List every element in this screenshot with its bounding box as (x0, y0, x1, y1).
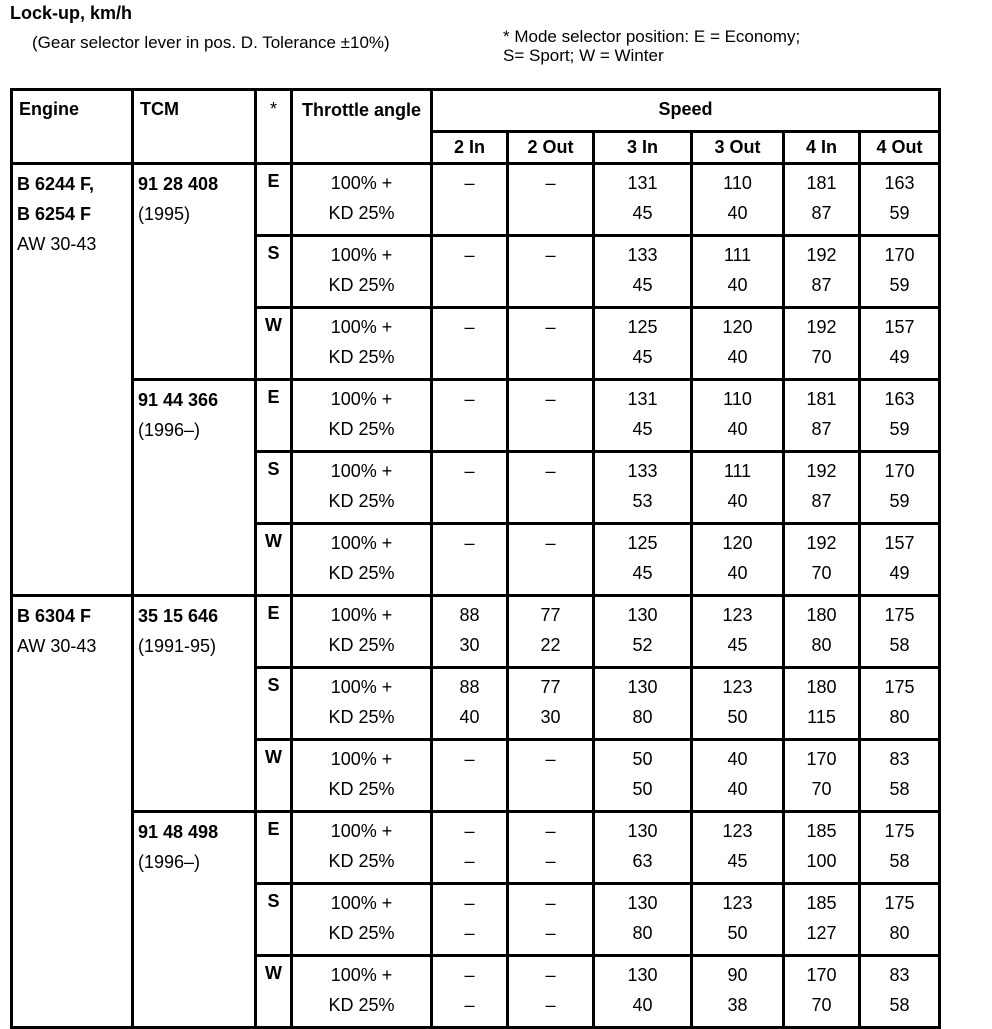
speed-value: 163 (884, 173, 915, 193)
speed-cell (692, 380, 784, 452)
speed-value: 77 (540, 605, 561, 625)
speed-value: – (464, 851, 475, 871)
throttle-line: KD 25% (328, 851, 395, 871)
throttle-cell (292, 956, 432, 1028)
speed-value: 40 (727, 491, 748, 511)
speed-cell (432, 524, 508, 596)
speed-value: 111 (723, 461, 752, 481)
speed-cell (784, 740, 860, 812)
throttle-cell (292, 524, 432, 596)
throttle-line: KD 25% (328, 347, 395, 367)
speed-cell (860, 524, 940, 596)
speed-value: 45 (632, 275, 653, 295)
speed-value: 130 (627, 965, 658, 985)
speed-value: 80 (632, 707, 653, 727)
speed-value: 30 (540, 707, 561, 727)
tcm-number: 91 44 366 (138, 390, 219, 410)
speed-value: – (464, 893, 475, 913)
speed-cell (508, 668, 594, 740)
speed-cell (784, 812, 860, 884)
speed-cell (508, 164, 594, 236)
speed-cell (692, 956, 784, 1028)
engine-name: B 6304 F (17, 606, 92, 626)
speed-cell (432, 236, 508, 308)
speed-value: 45 (632, 203, 653, 223)
speed-value: – (464, 965, 475, 985)
tcm-year: (1996–) (138, 420, 201, 440)
speed-cell (594, 524, 692, 596)
speed-value: – (545, 965, 556, 985)
mode-cell: E (256, 596, 292, 668)
speed-value: 59 (889, 419, 910, 439)
speed-cell (432, 884, 508, 956)
throttle-line: 100% + (330, 749, 393, 769)
speed-cell (594, 884, 692, 956)
speed-value: 77 (540, 677, 561, 697)
mode-cell: S (256, 236, 292, 308)
speed-value: 58 (889, 635, 910, 655)
speed-cell (594, 668, 692, 740)
throttle-line: KD 25% (328, 995, 395, 1015)
page-title: Lock-up, km/h (10, 3, 133, 23)
speed-cell (594, 740, 692, 812)
speed-cell (784, 668, 860, 740)
speed-value: 22 (540, 635, 561, 655)
speed-value: 45 (632, 347, 653, 367)
speed-cell (860, 236, 940, 308)
mode-cell: W (256, 524, 292, 596)
mode-cell: E (256, 380, 292, 452)
speed-value: – (545, 389, 556, 409)
speed-value: 192 (806, 317, 837, 337)
speed-cell (860, 956, 940, 1028)
speed-value: 88 (459, 605, 480, 625)
speed-cell (594, 956, 692, 1028)
speed-value: – (464, 173, 475, 193)
throttle-line: 100% + (330, 893, 393, 913)
table-row (12, 596, 940, 668)
speed-cell (692, 812, 784, 884)
speed-value: 63 (632, 851, 653, 871)
mode-cell: E (256, 812, 292, 884)
throttle-cell (292, 452, 432, 524)
speed-value: 87 (811, 275, 832, 295)
speed-value: 59 (889, 275, 910, 295)
speed-cell (594, 812, 692, 884)
speed-value: 58 (889, 995, 910, 1015)
speed-value: 170 (806, 749, 837, 769)
table-row (12, 812, 940, 884)
speed-value: 133 (627, 245, 658, 265)
speed-value: 157 (884, 533, 915, 553)
speed-cell (860, 164, 940, 236)
mode-cell: S (256, 668, 292, 740)
table-row (12, 380, 940, 452)
speed-value: 50 (632, 749, 653, 769)
table-row (12, 164, 940, 236)
speed-value: – (545, 893, 556, 913)
header-speed-col: 2 In (432, 132, 508, 164)
speed-cell (784, 236, 860, 308)
mode-cell: S (256, 452, 292, 524)
throttle-cell (292, 236, 432, 308)
speed-cell (784, 884, 860, 956)
mode-cell: W (256, 308, 292, 380)
speed-value: 80 (632, 923, 653, 943)
speed-cell (594, 164, 692, 236)
speed-value: 40 (727, 275, 748, 295)
speed-cell (692, 884, 784, 956)
speed-cell (508, 812, 594, 884)
speed-value: – (464, 245, 475, 265)
throttle-line: KD 25% (328, 635, 395, 655)
engine-cell (12, 164, 133, 596)
speed-cell (508, 884, 594, 956)
speed-value: 40 (459, 707, 480, 727)
speed-value: 185 (806, 821, 837, 841)
throttle-line: KD 25% (328, 275, 395, 295)
speed-value: 70 (811, 995, 832, 1015)
speed-cell (692, 308, 784, 380)
throttle-cell (292, 308, 432, 380)
speed-value: 111 (723, 245, 752, 265)
speed-cell (860, 740, 940, 812)
speed-cell (692, 164, 784, 236)
tcm-cell (133, 380, 256, 596)
throttle-line: KD 25% (328, 491, 395, 511)
tcm-year: (1996–) (138, 852, 201, 872)
mode-cell: W (256, 740, 292, 812)
speed-value: 130 (627, 677, 658, 697)
speed-cell (784, 308, 860, 380)
throttle-line: 100% + (330, 605, 393, 625)
header-speed-col: 4 Out (860, 132, 940, 164)
speed-value: 123 (722, 893, 753, 913)
speed-value: 49 (889, 563, 910, 583)
speed-value: 131 (627, 173, 658, 193)
speed-value: 110 (723, 173, 752, 193)
throttle-cell (292, 668, 432, 740)
speed-value: 83 (889, 749, 910, 769)
throttle-cell (292, 164, 432, 236)
speed-cell (784, 164, 860, 236)
speed-value: 40 (727, 563, 748, 583)
note-mode-line-1: * Mode selector position: E = Economy; (503, 27, 801, 46)
speed-cell (508, 596, 594, 668)
speed-value: 59 (889, 491, 910, 511)
speed-value: – (545, 851, 556, 871)
speed-value: – (545, 317, 556, 337)
speed-value: 130 (627, 821, 658, 841)
speed-cell (692, 668, 784, 740)
speed-cell (432, 956, 508, 1028)
speed-value: 88 (459, 677, 480, 697)
speed-value: 40 (727, 779, 748, 799)
speed-cell (692, 452, 784, 524)
throttle-line: KD 25% (328, 779, 395, 799)
throttle-line: KD 25% (328, 923, 395, 943)
speed-cell (432, 740, 508, 812)
speed-value: 133 (627, 461, 658, 481)
speed-cell (784, 380, 860, 452)
speed-cell (860, 596, 940, 668)
header-speed-col: 3 Out (692, 132, 784, 164)
speed-value: – (464, 749, 475, 769)
speed-value: 49 (889, 347, 910, 367)
speed-value: 192 (806, 245, 837, 265)
throttle-line: 100% + (330, 461, 393, 481)
speed-value: 59 (889, 203, 910, 223)
speed-value: 58 (889, 779, 910, 799)
speed-value: 38 (727, 995, 748, 1015)
header-speed-col: 2 Out (508, 132, 594, 164)
speed-value: 90 (727, 965, 748, 985)
tcm-cell (133, 164, 256, 380)
tcm-number: 35 15 646 (138, 606, 219, 626)
tcm-cell (133, 596, 256, 812)
speed-value: 87 (811, 491, 832, 511)
speed-value: 30 (459, 635, 480, 655)
speed-cell (860, 308, 940, 380)
speed-value: 163 (884, 389, 915, 409)
speed-value: 180 (806, 677, 837, 697)
speed-cell (860, 884, 940, 956)
speed-value: 70 (811, 779, 832, 799)
speed-value: 175 (884, 893, 915, 913)
speed-value: 127 (806, 923, 837, 943)
speed-value: 123 (722, 605, 753, 625)
speed-value: 50 (632, 779, 653, 799)
speed-cell (432, 308, 508, 380)
speed-value: 130 (627, 893, 658, 913)
throttle-line: KD 25% (328, 203, 395, 223)
throttle-cell (292, 596, 432, 668)
throttle-line: 100% + (330, 389, 393, 409)
speed-cell (784, 596, 860, 668)
speed-value: – (545, 461, 556, 481)
speed-value: – (464, 533, 475, 553)
throttle-line: 100% + (330, 245, 393, 265)
mode-cell: E (256, 164, 292, 236)
speed-value: – (545, 821, 556, 841)
tcm-year: (1991-95) (138, 636, 217, 656)
speed-value: – (545, 245, 556, 265)
speed-value: 181 (806, 389, 837, 409)
speed-value: 110 (723, 389, 752, 409)
speed-value: 175 (884, 821, 915, 841)
speed-value: 40 (727, 749, 748, 769)
speed-value: 115 (807, 707, 836, 727)
note-mode-selector (503, 27, 983, 65)
speed-value: 181 (806, 173, 837, 193)
speed-value: 50 (727, 923, 748, 943)
speed-value: 40 (727, 347, 748, 367)
speed-cell (692, 524, 784, 596)
speed-value: 70 (811, 347, 832, 367)
lockup-table (10, 88, 941, 1029)
mode-cell: W (256, 956, 292, 1028)
speed-cell (508, 956, 594, 1028)
speed-value: 40 (727, 203, 748, 223)
speed-value: – (464, 317, 475, 337)
throttle-line: 100% + (330, 173, 393, 193)
speed-cell (860, 452, 940, 524)
tcm-number: 91 48 498 (138, 822, 219, 842)
speed-value: – (545, 173, 556, 193)
speed-cell (692, 236, 784, 308)
tcm-cell (133, 812, 256, 1028)
throttle-line: 100% + (330, 317, 393, 337)
engine-cell (12, 596, 133, 1028)
speed-value: 175 (884, 605, 915, 625)
speed-value: 130 (627, 605, 658, 625)
speed-value: – (464, 821, 475, 841)
speed-value: 45 (727, 635, 748, 655)
speed-value: 170 (884, 245, 915, 265)
speed-cell (432, 812, 508, 884)
header-speed: Speed (432, 90, 940, 132)
speed-cell (860, 668, 940, 740)
speed-value: 53 (632, 491, 653, 511)
header-speed-col: 4 In (784, 132, 860, 164)
speed-cell (432, 164, 508, 236)
speed-cell (594, 380, 692, 452)
speed-cell (594, 452, 692, 524)
speed-value: – (545, 533, 556, 553)
speed-value: 52 (632, 635, 653, 655)
throttle-line: KD 25% (328, 419, 395, 439)
tcm-number: 91 28 408 (138, 174, 219, 194)
speed-cell (508, 308, 594, 380)
speed-value: – (464, 923, 475, 943)
speed-cell (508, 524, 594, 596)
speed-cell (594, 236, 692, 308)
speed-value: 123 (722, 677, 753, 697)
speed-value: 123 (722, 821, 753, 841)
speed-value: 45 (632, 419, 653, 439)
speed-value: 125 (627, 317, 658, 337)
transmission-name: AW 30-43 (17, 636, 97, 656)
throttle-cell (292, 740, 432, 812)
speed-value: 50 (727, 707, 748, 727)
speed-value: – (464, 461, 475, 481)
speed-value: 87 (811, 419, 832, 439)
speed-value: 40 (727, 419, 748, 439)
header-throttle: Throttle angle (292, 90, 432, 164)
speed-cell (784, 452, 860, 524)
note-gear-selector: (Gear selector lever in pos. D. Tolerance ±10%) (32, 33, 390, 52)
speed-cell (594, 308, 692, 380)
speed-cell (432, 380, 508, 452)
speed-cell (692, 740, 784, 812)
speed-value: 170 (884, 461, 915, 481)
speed-value: – (545, 749, 556, 769)
speed-value: 70 (811, 563, 832, 583)
throttle-line: 100% + (330, 677, 393, 697)
throttle-cell (292, 380, 432, 452)
speed-value: – (545, 923, 556, 943)
speed-value: – (464, 389, 475, 409)
speed-value: 120 (722, 317, 753, 337)
speed-value: 192 (806, 533, 837, 553)
speed-value: 45 (727, 851, 748, 871)
speed-value: 80 (811, 635, 832, 655)
speed-value: 40 (632, 995, 653, 1015)
speed-value: 83 (889, 965, 910, 985)
speed-cell (860, 380, 940, 452)
throttle-line: KD 25% (328, 563, 395, 583)
speed-value: 192 (806, 461, 837, 481)
header-speed-col: 3 In (594, 132, 692, 164)
speed-value: 170 (806, 965, 837, 985)
speed-value: 100 (806, 851, 837, 871)
speed-value: 125 (627, 533, 658, 553)
speed-value: 180 (806, 605, 837, 625)
speed-value: 58 (889, 851, 910, 871)
throttle-line: 100% + (330, 821, 393, 841)
speed-value: 80 (889, 923, 910, 943)
throttle-cell (292, 884, 432, 956)
speed-value: 185 (806, 893, 837, 913)
speed-value: 120 (722, 533, 753, 553)
speed-cell (508, 452, 594, 524)
engine-name: B 6244 F, (17, 174, 95, 194)
speed-cell (432, 668, 508, 740)
speed-cell (508, 236, 594, 308)
speed-cell (692, 596, 784, 668)
speed-value: 157 (884, 317, 915, 337)
header-tcm: TCM (133, 90, 256, 164)
throttle-cell (292, 812, 432, 884)
tcm-year: (1995) (138, 204, 191, 224)
throttle-line: 100% + (330, 965, 393, 985)
speed-cell (508, 740, 594, 812)
speed-value: – (545, 995, 556, 1015)
speed-cell (432, 452, 508, 524)
speed-cell (784, 956, 860, 1028)
speed-cell (784, 524, 860, 596)
speed-cell (860, 812, 940, 884)
speed-cell (594, 596, 692, 668)
speed-value: 80 (889, 707, 910, 727)
speed-cell (508, 380, 594, 452)
transmission-name: AW 30-43 (17, 234, 97, 254)
throttle-line: 100% + (330, 533, 393, 553)
speed-value: 131 (627, 389, 658, 409)
speed-value: 175 (884, 677, 915, 697)
note-mode-line-2: S= Sport; W = Winter (503, 46, 664, 65)
speed-value: 87 (811, 203, 832, 223)
engine-name: B 6254 F (17, 204, 92, 224)
header-mode: * (256, 90, 292, 164)
speed-value: – (464, 995, 475, 1015)
speed-cell (432, 596, 508, 668)
throttle-line: KD 25% (328, 707, 395, 727)
mode-cell: S (256, 884, 292, 956)
speed-value: 45 (632, 563, 653, 583)
header-engine: Engine (12, 90, 133, 164)
